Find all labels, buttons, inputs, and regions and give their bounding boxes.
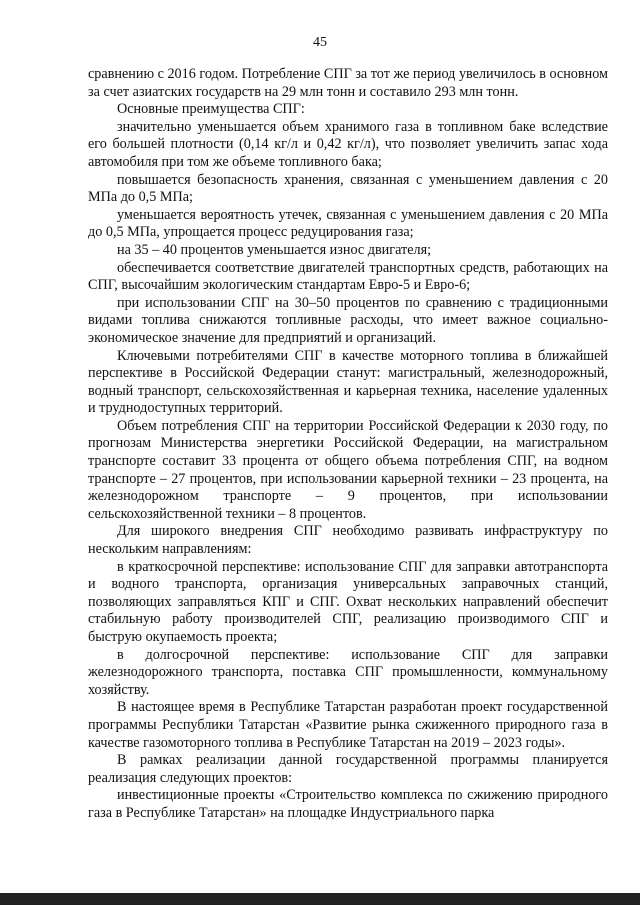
paragraph: В настоящее время в Республике Татарстан разработан проект государственной программы Республики Татарстан «Развитие рынка сжиженного природного газа в качестве газомоторного топлива в Республике Татарстан на 2019 – 2023 годы». [88,699,608,751]
paragraph: Основные преимущества СПГ: [117,101,305,118]
scan-edge-bar [0,893,640,905]
paragraph: обеспечивается соответствие двигателей транспортных средств, работающих на СПГ, высочайшим экологическим стандартам Евро-5 и Евро-6; [88,259,608,294]
paragraph: повышается безопасность хранения, связанная с уменьшением давления с 20 МПа до 0,5 МПа; [88,171,608,206]
paragraph: Для широкого внедрения СПГ необходимо развивать инфраструктуру по нескольким направлениям: [88,523,608,558]
paragraph: инвестиционные проекты «Строительство комплекса по сжижению природного газа в Республике Татарстан» на площадке Индустриального парка [88,787,608,821]
document-body [88,66,608,823]
paragraph: уменьшается вероятность утечек, связанная с уменьшением давления с 20 МПа до 0,5 МПа, упрощается процесс редуцирования газа; [88,206,608,241]
paragraph: в краткосрочной перспективе: использование СПГ для заправки автотранспорта и водного транспорта, организация универсальных заправочных станций, позволяющих заправляться КПГ и СПГ. Охват нескольких направлений обеспечит стабильную работу производителей СПГ, реализацию производимого СПГ и быструю окупаемость проекта; [88,558,608,645]
paragraph: при использовании СПГ на 30–50 процентов по сравнению с традиционными видами топлива снижаются топливные расходы, что имеет важное социально-экономическое значение для предприятий и организаций. [88,294,608,346]
paragraph: Объем потребления СПГ на территории Российской Федерации к 2030 году, по прогнозам Министерства энергетики Российской Федерации, на магистральном транспорте составит 33 процента от общего объема потребления СПГ, на водном транспорте – 27 процентов, при использовании карьерной техники – 23 процента, на железнодорожном транспорте – 9 процентов, при использовании сельскохозяйственной техники – 8 процентов. [88,417,608,522]
page-number: 45 [313,35,327,50]
paragraph: в долгосрочной перспективе: использование СПГ для заправки железнодорожного транспорта, поставка СПГ промышленности, коммунальному хозяйству. [88,646,608,698]
paragraph: В рамках реализации данной государственной программы планируется реализация следующих проектов: [88,752,608,786]
paragraph: на 35 – 40 процентов уменьшается износ двигателя; [117,241,432,258]
paragraph: Ключевыми потребителями СПГ в качестве моторного топлива в ближайшей перспективе в Российской Федерации станут: магистральный, железнодорожный, водный транспорт, сельскохозяйственная и карьерная техника, население удаленных и труднодоступных территорий. [88,347,608,417]
paragraph: сравнению с 2016 годом. Потребление СПГ за тот же период увеличилось в основном за счет азиатских государств на 29 млн тонн и составило 293 млн тонн. [88,66,608,100]
paragraph: значительно уменьшается объем хранимого газа в топливном баке вследствие его большей плотности (0,14 кг/л и 0,42 кг/л), что позволяет увеличить запас хода автомобиля при том же объеме топливного бака; [88,118,608,170]
